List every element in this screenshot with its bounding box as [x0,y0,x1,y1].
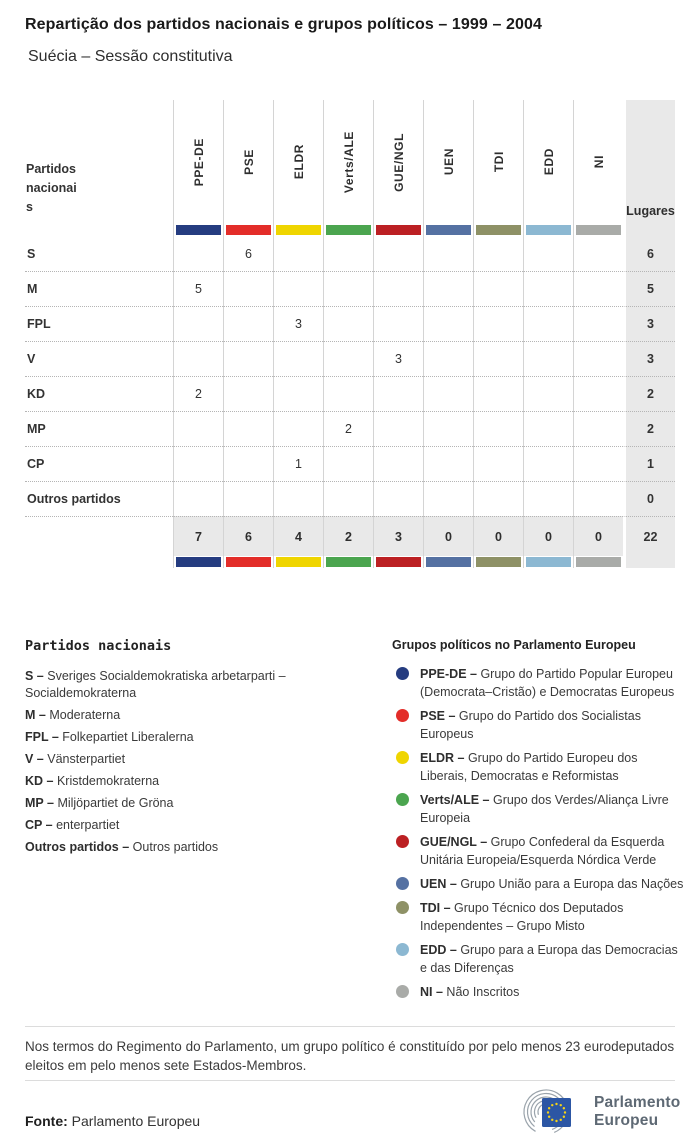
legend-party-item [25,707,370,724]
party-label-cell [25,446,173,481]
legend-group-item [392,749,688,785]
group-color-bar-cell [223,224,273,236]
legend-group-name: Grupo para a Europa das Democracias e das Diferenças [420,943,678,975]
legend-party-item [25,839,370,856]
group-color-bar-cell [423,556,473,568]
col-header-group-pse [223,100,273,224]
legend-group-item [392,833,688,869]
party-label-cell [25,306,173,341]
legend-color-dot [396,667,409,680]
seat-value-cell [323,376,373,411]
seat-value-cell [473,306,523,341]
table-row [25,341,675,376]
seats-total: 1 [647,457,654,471]
legend-party-item [25,773,370,790]
seat-value-cell [523,481,573,516]
legend-color-dot [396,943,409,956]
group-total: 4 [295,529,302,544]
seat-value-cell [473,376,523,411]
seat-value-cell [173,376,223,411]
col-header-group-tdi [473,100,523,224]
table-row [25,446,675,481]
legend-group-abbr: UEN – [420,877,457,891]
legend-group-item [392,791,688,827]
legend-group-name: Grupo Confederal da Esquerda Unitária Europeia/Esquerda Nórdica Verde [420,835,665,867]
group-total-cell [273,516,323,556]
group-total: 0 [545,529,552,544]
legend-party-item [25,668,370,702]
seat-value-cell [223,446,273,481]
seat-value-cell [223,376,273,411]
group-color-bar-cell [423,224,473,236]
seat-value-cell [573,481,623,516]
seat-value-cell [323,341,373,376]
legend-group-item [392,665,688,701]
seat-value-cell [173,271,223,306]
seat-value-cell [273,341,323,376]
seat-value-cell [573,446,623,481]
bar-row-spacer [25,224,173,236]
group-color-bar [376,225,421,235]
legend-group-text [420,791,688,827]
seat-value: 6 [245,246,252,261]
legend-group-name: Grupo do Partido Popular Europeu (Democrata–Cristão) e Democratas Europeus [420,667,675,699]
group-total-cell [173,516,223,556]
col-header-group-eldr [273,100,323,224]
group-color-bar [526,557,571,567]
group-color-bar [226,225,271,235]
party-label: M [27,282,38,296]
col-header-group-label: PSE [241,149,256,175]
seats-total-cell [623,446,675,481]
seat-value-cell [223,271,273,306]
col-header-group-label: TDI [491,151,506,173]
group-total: 3 [395,529,402,544]
seat-value-cell [573,341,623,376]
table-row [25,236,675,271]
party-label: KD [27,387,46,401]
group-total: 0 [495,529,502,544]
legend-group-item [392,941,688,977]
seat-value-cell [173,236,223,271]
legend-group-item [392,707,688,743]
seat-value: 1 [295,457,302,471]
legend-group-item [392,899,688,935]
table-header-row [25,100,675,224]
legend-group-text [420,749,688,785]
seat-value-cell [523,376,573,411]
seats-total: 3 [647,352,654,366]
seat-value-cell [273,376,323,411]
seat-value-cell [373,236,423,271]
legend-party-name: Folkepartiet Liberalerna [62,730,194,744]
page-title: Repartição dos partidos nacionais e grupos políticos – 1999 – 2004 [25,16,542,33]
group-total-cell [573,516,623,556]
source-label: Fonte: [25,1113,68,1129]
seat-value-cell [523,306,573,341]
divider-bottom [25,1080,675,1081]
table-row [25,306,675,341]
legend-group-name: Grupo do Partido dos Socialistas Europeus [420,709,641,741]
seats-total-cell [623,341,675,376]
seat-value-cell [323,481,373,516]
legend-party-name: enterpartiet [56,818,120,832]
seat-value-cell [473,481,523,516]
group-color-bar [376,557,421,567]
seats-total: 5 [647,282,654,296]
grand-total-cell [623,516,675,556]
seat-value-cell [323,306,373,341]
legend-group-text [420,899,688,935]
col-header-group-label: GUE/NGL [391,132,406,192]
group-color-bar [576,557,621,567]
party-label: S [27,246,36,261]
legend-party-item [25,729,370,746]
seat-value: 3 [295,317,302,331]
legend-party-abbr: KD – [25,774,54,788]
group-color-bar-cell [323,224,373,236]
seats-total-cell [623,271,675,306]
legend-group-name: Grupo do Partido Europeu dos Liberais, Democratas e Reformistas [420,751,638,783]
legend-group-abbr: ELDR – [420,751,465,765]
group-total: 6 [245,529,252,544]
col-header-parties [25,100,173,224]
table-top-color-bar [25,224,675,236]
group-color-bar [276,557,321,567]
group-total-cell [473,516,523,556]
seats-total-cell [623,411,675,446]
legend-party-name: Sveriges Socialdemokratiska arbetarparti – Socialdemokraterna [25,669,286,700]
seat-value-cell [223,411,273,446]
seats-total-cell [623,236,675,271]
legend-group-text [420,833,688,869]
col-header-group-label: NI [591,155,606,169]
legend-group-abbr: Verts/ALE – [420,793,490,807]
col-header-group-ppe-de [173,100,223,224]
bar-row-spacer [25,556,173,568]
seat-value-cell [373,411,423,446]
party-label-cell [25,411,173,446]
seat-value-cell [423,376,473,411]
seat-value-cell [323,446,373,481]
col-header-seats [623,100,675,224]
group-color-bar-cell [273,224,323,236]
group-color-bar [226,557,271,567]
legend-parties-items [25,668,370,856]
party-label-cell [25,481,173,516]
group-color-bar-cell [173,556,223,568]
legend-group-abbr: PPE-DE – [420,667,477,681]
party-label: V [27,352,36,366]
seat-value-cell [173,411,223,446]
legend-group-item [392,875,688,893]
legend-party-name: Moderaterna [49,708,121,722]
table-row [25,271,675,306]
seat-value-cell [573,306,623,341]
seats-total: 0 [647,492,654,506]
group-color-bar-cell [273,556,323,568]
seat-value-cell [423,306,473,341]
group-color-bar-cell [573,556,623,568]
seat-value-cell [373,271,423,306]
group-color-bar-cell [523,224,573,236]
seat-value: 2 [195,387,202,401]
legend-party-name: Vänsterpartiet [47,752,126,766]
seats-total: 6 [647,246,654,261]
seat-value-cell [173,481,223,516]
seat-value-cell [523,236,573,271]
seat-value-cell [423,411,473,446]
footnote: Nos termos do Regimento do Parlamento, um grupo político é constituído por pelo menos 23 eurodeputados eleitos em pelo menos sete Estados-Membros. [25,1039,675,1073]
seat-value-cell [423,481,473,516]
legend-party-abbr: Outros partidos – [25,840,130,854]
seat-value-cell [323,411,373,446]
seats-total-cell [623,306,675,341]
group-color-bar [176,225,221,235]
legend-party-abbr: MP – [25,796,54,810]
legend-party-name: Outros partidos [132,840,219,854]
seat-value-cell [373,341,423,376]
seat-value-cell [223,306,273,341]
col-header-group-edd [523,100,573,224]
group-color-bar-cell [173,224,223,236]
seat-value-cell [473,446,523,481]
seat-value-cell [423,446,473,481]
seat-value-cell [523,341,573,376]
party-label-cell [25,271,173,306]
group-color-bar [526,225,571,235]
table-row [25,411,675,446]
group-color-bar-cell [223,556,273,568]
seat-value: 2 [345,422,352,436]
legend-party-abbr: FPL – [25,730,59,744]
grand-total: 22 [643,529,658,544]
legend-group-name: Grupo União para a Europa das Nações [460,877,684,891]
seat-value-cell [523,411,573,446]
legend-group-name: Grupo dos Verdes/Aliança Livre Europeia [420,793,669,825]
legend-group-text [420,665,688,701]
legend-party-item [25,817,370,834]
group-total-cell [373,516,423,556]
seat-value-cell [373,446,423,481]
ep-logo [520,1086,680,1138]
group-color-bar [426,225,471,235]
table-row [25,376,675,411]
col-header-group-label: Verts/ALE [341,130,356,194]
page-subtitle: Suécia – Sessão constitutiva [28,48,233,65]
group-color-bar-cell [523,556,573,568]
seat-value-cell [323,271,373,306]
seat-value: 5 [195,282,202,296]
group-color-bar [326,557,371,567]
legend-group-name: Grupo Técnico dos Deputados Independentes – Grupo Misto [420,901,624,933]
group-total-cell [223,516,273,556]
table-totals-row [25,516,675,556]
party-label: Outros partidos [27,492,121,506]
group-color-bar [476,225,521,235]
col-header-group-verts-ale [323,100,373,224]
group-color-bar [426,557,471,567]
seat-value-cell [323,236,373,271]
legend-political-groups [392,638,688,1007]
divider-top [25,1026,675,1027]
legend-parties-heading: Partidos nacionais [25,638,172,654]
legend-color-dot [396,835,409,848]
seats-total-cell [623,481,675,516]
legend-color-dot [396,985,409,998]
bar-row-seats-cell [623,224,675,236]
seat-value-cell [273,446,323,481]
seat-value-cell [473,271,523,306]
seat-value-cell [273,271,323,306]
legend-group-name: Não Inscritos [446,985,520,999]
legend-party-name: Kristdemokraterna [56,774,160,788]
legend-party-abbr: S – [25,669,44,683]
group-total-cell [323,516,373,556]
legend-national-parties [25,638,370,861]
party-label: MP [27,422,46,436]
table-row [25,481,675,516]
group-color-bar-cell [323,556,373,568]
group-total-cell [423,516,473,556]
seat-value-cell [223,481,273,516]
seat-value-cell [373,306,423,341]
legend-group-abbr: GUE/NGL – [420,835,488,849]
seat-value-cell [423,271,473,306]
legend-group-abbr: NI – [420,985,443,999]
group-color-bar [276,225,321,235]
legend-group-item [392,983,688,1001]
legend-party-name: Miljöpartiet de Gröna [57,796,174,810]
party-label: FPL [27,317,51,331]
legend-groups-items [392,665,688,1001]
col-header-parties-label: Partidos nacionais [26,162,77,214]
seats-table [25,100,675,568]
party-label-cell [25,376,173,411]
group-color-bar-cell [373,556,423,568]
seat-value-cell [273,411,323,446]
legend-party-abbr: V – [25,752,44,766]
group-color-bar-cell [373,224,423,236]
col-header-group-gue-ngl [373,100,423,224]
seat-value-cell [573,376,623,411]
legend-group-text [420,983,519,1001]
seat-value-cell [273,481,323,516]
group-total-cell [523,516,573,556]
legend-group-text [420,875,683,893]
seat-value-cell [523,271,573,306]
group-color-bar [326,225,371,235]
seat-value-cell [223,236,273,271]
seat-value-cell [373,376,423,411]
legend-color-dot [396,877,409,890]
bar-row-seats-cell [623,556,675,568]
source-line [25,1113,200,1129]
seat-value-cell [573,411,623,446]
col-header-group-ni [573,100,623,224]
group-color-bar [476,557,521,567]
legend-group-text [420,707,688,743]
party-label-cell [25,341,173,376]
seat-value-cell [173,341,223,376]
seat-value-cell [473,341,523,376]
seats-total-cell [623,376,675,411]
legend-color-dot [396,793,409,806]
group-total: 2 [345,529,352,544]
seat-value-cell [573,236,623,271]
group-color-bar [176,557,221,567]
ep-hemicycle-icon [520,1086,586,1138]
source-text: Parlamento Europeu [71,1113,201,1129]
legend-party-abbr: M – [25,708,46,722]
col-header-group-label: UEN [441,148,456,176]
legend-party-abbr: CP – [25,818,53,832]
group-total: 0 [595,529,602,544]
eu-flag-icon [542,1098,571,1127]
seat-value-cell [173,446,223,481]
totals-label-cell [25,516,173,556]
seats-total: 2 [647,387,654,401]
seat-value: 3 [395,352,402,366]
legend-group-abbr: PSE – [420,709,456,723]
col-header-group-label: ELDR [291,144,306,180]
legend-color-dot [396,901,409,914]
seats-total: 2 [647,422,654,436]
legend-group-text [420,941,688,977]
group-total: 7 [195,529,202,544]
seat-value-cell [473,411,523,446]
ep-logo-wordmark [594,1094,680,1130]
legend-color-dot [396,709,409,722]
col-header-seats-label: Lugares [626,204,675,218]
seat-value-cell [573,271,623,306]
seat-value-cell [423,236,473,271]
seat-value-cell [273,236,323,271]
seat-value-cell [223,341,273,376]
seat-value-cell [373,481,423,516]
seat-value-cell [173,306,223,341]
seats-total: 3 [647,317,654,331]
legend-group-abbr: EDD – [420,943,457,957]
legend-color-dot [396,751,409,764]
legend-group-abbr: TDI – [420,901,451,915]
seat-value-cell [473,236,523,271]
legend-party-item [25,795,370,812]
seat-value-cell [423,341,473,376]
group-color-bar-cell [473,224,523,236]
legend-party-item [25,751,370,768]
seat-value-cell [523,446,573,481]
table-bottom-color-bar [25,556,675,568]
group-color-bar-cell [573,224,623,236]
legend-groups-heading: Grupos políticos no Parlamento Europeu [392,638,636,652]
col-header-group-label: PPE-DE [191,137,206,187]
ep-logo-line1: Parlamento [594,1094,681,1111]
col-header-group-label: EDD [541,148,556,176]
group-color-bar [576,225,621,235]
party-label-cell [25,236,173,271]
col-header-group-uen [423,100,473,224]
group-total: 0 [445,529,452,544]
ep-logo-line2: Europeu [594,1112,659,1129]
group-color-bar-cell [473,556,523,568]
party-label: CP [27,457,45,471]
seat-value-cell [273,306,323,341]
